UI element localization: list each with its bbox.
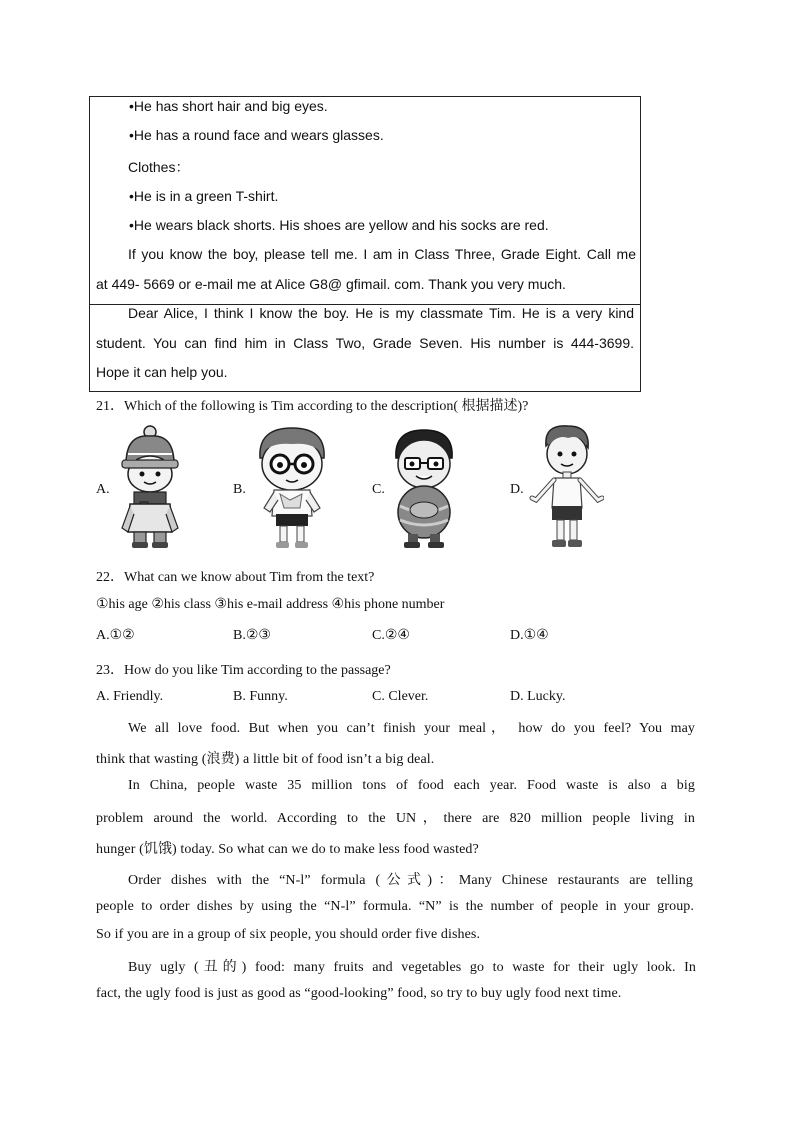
- passage-line-4: problem around the world. According to the UN，there are 820 million people living in: [96, 811, 695, 826]
- q21-option-a: A.: [96, 482, 110, 497]
- notice-line-6: If you know the boy, please tell me. I am in Class Three, Grade Eight. Call me: [128, 246, 636, 262]
- notice-line-5: •He wears black shorts. His shoes are yellow and his socks are red.: [129, 217, 549, 233]
- q22-option-b: B.②③: [233, 628, 271, 643]
- passage-line-2: think that wasting (浪费) a little bit of food isn’t a big deal.: [96, 752, 435, 767]
- q22-items: ①his age ②his class ③his e-mail address ④his phone number: [96, 597, 445, 612]
- passage-line-3: In China, people waste 35 million tons of food each year. Food waste is also a big: [128, 778, 695, 793]
- q23-option-a: A. Friendly.: [96, 689, 164, 704]
- q21-option-c: C.: [372, 482, 385, 497]
- boy-in-shorts-image: [528, 420, 604, 552]
- reply-line-2: student. You can find him in Class Two, Grade Seven. His number is 444-3699.: [96, 335, 634, 351]
- q21-option-b: B.: [233, 482, 246, 497]
- q22-option-d: D.①④: [510, 628, 549, 643]
- notice-line-4: •He is in a green T-shirt.: [129, 188, 279, 204]
- boy-with-glasses-image: [250, 424, 334, 550]
- q21-option-d: D.: [510, 482, 524, 497]
- boy-winter-clothes-image: [112, 424, 188, 550]
- q23-option-b: B. Funny.: [233, 689, 288, 704]
- q21-stem: 21．Which of the following is Tim according to the description( 根据描述)?: [96, 399, 529, 414]
- passage-line-8: So if you are in a group of six people, you should order five dishes.: [96, 927, 481, 942]
- q23-option-d: D. Lucky.: [510, 689, 566, 704]
- notice-line-7: at 449- 5669 or e-mail me at Alice G8@ gfimail. com. Thank you very much.: [96, 276, 566, 292]
- reply-line-1: Dear Alice, I think I know the boy. He is my classmate Tim. He is a very kind: [128, 305, 634, 321]
- round-boy-with-glasses-image: [388, 424, 460, 550]
- passage-line-5: hunger (饥饿) today. So what can we do to make less food wasted?: [96, 842, 479, 857]
- q22-option-c: C.②④: [372, 628, 410, 643]
- passage-line-7: people to order dishes by using the “N-l” formula. “N” is the number of people in your group.: [96, 899, 694, 914]
- passage-line-6: Order dishes with the “N-l” formula (公式)：Many Chinese restaurants are telling: [128, 873, 693, 888]
- notice-line-1: •He has short hair and big eyes.: [129, 98, 328, 114]
- notice-line-2: •He has a round face and wears glasses.: [129, 127, 384, 143]
- q23-option-c: C. Clever.: [372, 689, 429, 704]
- q22-option-a: A.①②: [96, 628, 135, 643]
- passage-line-1: We all love food. But when you can’t finish your meal， how do you feel? You may: [128, 721, 695, 736]
- q23-stem: 23．How do you like Tim according to the passage?: [96, 663, 391, 678]
- q22-stem: 22．What can we know about Tim from the text?: [96, 570, 375, 585]
- passage-line-10: fact, the ugly food is just as good as “good-looking” food, so try to buy ugly food next time.: [96, 986, 622, 1001]
- reply-line-3: Hope it can help you.: [96, 364, 228, 380]
- passage-line-9: Buy ugly (丑的) food: many fruits and vegetables go to waste for their ugly look. In: [128, 960, 696, 975]
- notice-line-3: Clothes：: [128, 159, 190, 175]
